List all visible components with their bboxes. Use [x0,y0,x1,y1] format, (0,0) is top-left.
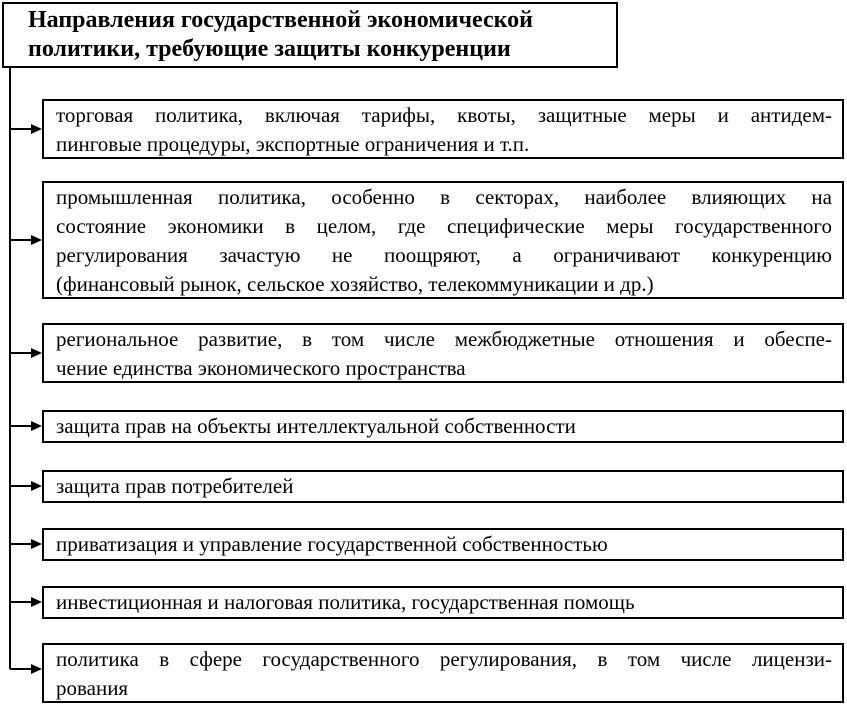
item-line: региональное развитие, в том числе межбюджетные отношения и обеспе- [56,327,832,351]
direction-box-trade-policy [42,99,844,159]
item-line: защита прав на объекты интеллектуальной собственности [56,414,576,438]
item-line: (финансовый рынок, сельское хозяйство, телекоммуникации и др.) [56,272,654,296]
title-line-1: Направления государственной экономической [28,7,533,33]
direction-box-regional-development [42,323,844,383]
arrow-icon [10,122,42,136]
direction-box-ip-protection [42,410,844,443]
item-line: инвестиционная и налоговая политика, государственная помощь [56,590,635,614]
item-line: регулирования зачастую не поощряют, а ограничивают конкуренцию [56,243,832,267]
item-line: состояние экономики в целом, где специфические меры государственного [56,214,832,238]
arrow-icon [10,595,42,609]
item-line: политика в сфере государственного регулирования, в том числе лицензи- [56,647,832,671]
arrow-icon [10,419,42,433]
item-line: защита прав потребителей [56,474,294,498]
direction-box-industrial-policy [42,181,844,299]
arrow-icon [10,233,42,247]
direction-box-privatization [42,528,844,561]
arrow-icon [10,479,42,493]
direction-box-consumer-protection [42,470,844,503]
arrow-icon [10,537,42,551]
item-line: пинговые процедуры, экспортные ограничения и т.п. [56,132,530,156]
item-line: промышленная политика, особенно в секторах, наиболее влияющих на [56,185,832,209]
diagram-title-box [2,2,618,68]
direction-box-state-regulation [42,643,844,703]
arrow-icon [10,662,42,676]
direction-box-investment-tax-policy [42,586,844,619]
title-line-2: политики, требующие защиты конкуренции [28,36,511,62]
item-line: торговая политика, включая тарифы, квоты, защитные меры и антидем- [56,103,832,127]
arrow-icon [10,346,42,360]
item-line: чение единства экономического пространства [56,356,466,380]
item-line: рования [56,676,129,700]
item-line: приватизация и управление государственной собственностью [56,532,608,556]
connector-trunk [9,68,11,669]
